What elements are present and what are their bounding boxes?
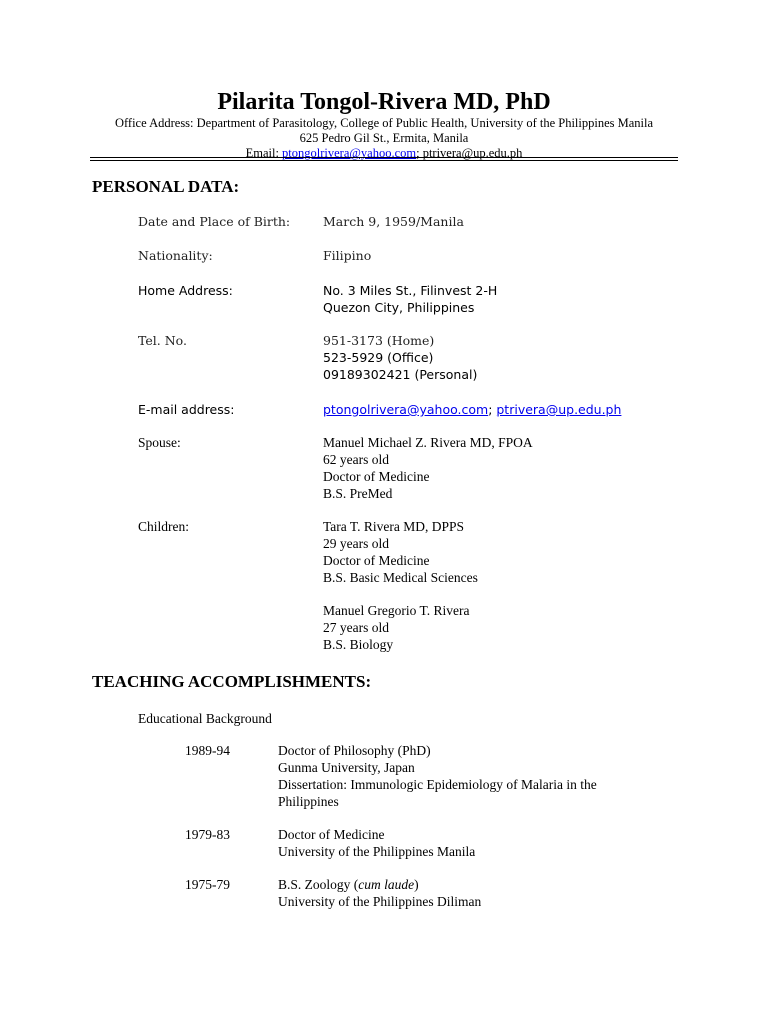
header-divider-thick (90, 157, 678, 158)
spouse-line: Doctor of Medicine (323, 469, 430, 484)
home-address-label: Home Address: (138, 283, 233, 298)
home-address-line: No. 3 Miles St., Filinvest 2-H (323, 283, 498, 298)
office-address: Office Address: Department of Parasitology, College of Public Health, University of the Philippines Manila (114, 116, 654, 130)
resume-header (90, 88, 678, 161)
degree-close: ) (414, 877, 419, 892)
education-line: Doctor of Medicine (278, 827, 385, 842)
education-line: Doctor of Philosophy (PhD) (278, 743, 431, 758)
education-details (278, 876, 658, 910)
educational-background-heading: Educational Background (138, 711, 272, 726)
child-line: Tara T. Rivera MD, DPPS (323, 519, 465, 534)
child-line: 29 years old (323, 536, 389, 551)
email-separator: ; (416, 146, 423, 160)
child-1 (323, 518, 703, 586)
teaching-heading: TEACHING ACCOMPLISHMENTS: (92, 672, 372, 691)
spouse-line: B.S. PreMed (323, 486, 393, 501)
tel-office: 523-5929 (Office) (323, 350, 434, 365)
office-street: 625 Pedro Gil St., Ermita, Manila (299, 131, 469, 145)
email-prefix: Email: (245, 146, 283, 160)
child-line: 27 years old (323, 620, 389, 635)
email-label: E-mail address: (138, 402, 235, 417)
email-link-up[interactable]: ptrivera@up.edu.ph (496, 402, 622, 417)
spouse-line: Manuel Michael Z. Rivera MD, FPOA (323, 435, 533, 450)
nationality-value: Filipino (323, 248, 372, 263)
education-years: 1989-94 (185, 743, 230, 758)
email-link-yahoo[interactable]: ptongolrivera@yahoo.com (323, 402, 489, 417)
home-address-line: Quezon City, Philippines (323, 300, 475, 315)
header-email-line (90, 146, 678, 161)
education-details (278, 742, 658, 810)
honor-text: cum laude (358, 877, 415, 892)
education-years: 1979-83 (185, 827, 230, 842)
email-separator: ; (488, 402, 497, 417)
child-line: Doctor of Medicine (323, 553, 430, 568)
person-name: Pilarita Tongol-Rivera MD, PhD (217, 89, 551, 115)
tel-value (323, 332, 703, 383)
education-line: Dissertation: Immunologic Epidemiology of Malaria in the (278, 777, 597, 792)
personal-data-heading: PERSONAL DATA: (92, 177, 240, 196)
degree-name: B.S. Zoology ( (278, 877, 359, 892)
tel-personal: 09189302421 (Personal) (323, 367, 478, 382)
education-line: Philippines (278, 794, 339, 809)
education-details (278, 826, 658, 860)
education-line: Gunma University, Japan (278, 760, 415, 775)
child-line: Manuel Gregorio T. Rivera (323, 603, 470, 618)
education-degree (278, 876, 658, 893)
spouse-label: Spouse: (138, 435, 181, 450)
email-up: ptrivera@up.edu.ph (422, 146, 523, 160)
home-address-value (323, 282, 703, 316)
birth-label: Date and Place of Birth: (138, 214, 291, 229)
child-line: B.S. Biology (323, 637, 394, 652)
child-2 (323, 602, 703, 653)
tel-home: 951-3173 (Home) (323, 333, 435, 348)
child-line: B.S. Basic Medical Sciences (323, 570, 478, 585)
education-years: 1975-79 (185, 877, 230, 892)
spouse-line: 62 years old (323, 452, 389, 467)
education-line: University of the Philippines Manila (278, 844, 476, 859)
nationality-label: Nationality: (138, 248, 213, 263)
header-divider-thin (90, 160, 678, 161)
email-value (323, 401, 703, 418)
spouse-value (323, 434, 703, 502)
email-link-yahoo[interactable]: ptongolrivera@yahoo.com (282, 146, 417, 160)
education-line: University of the Philippines Diliman (278, 894, 482, 909)
tel-label: Tel. No. (138, 333, 187, 348)
birth-value: March 9, 1959/Manila (323, 214, 464, 229)
children-label: Children: (138, 519, 189, 534)
